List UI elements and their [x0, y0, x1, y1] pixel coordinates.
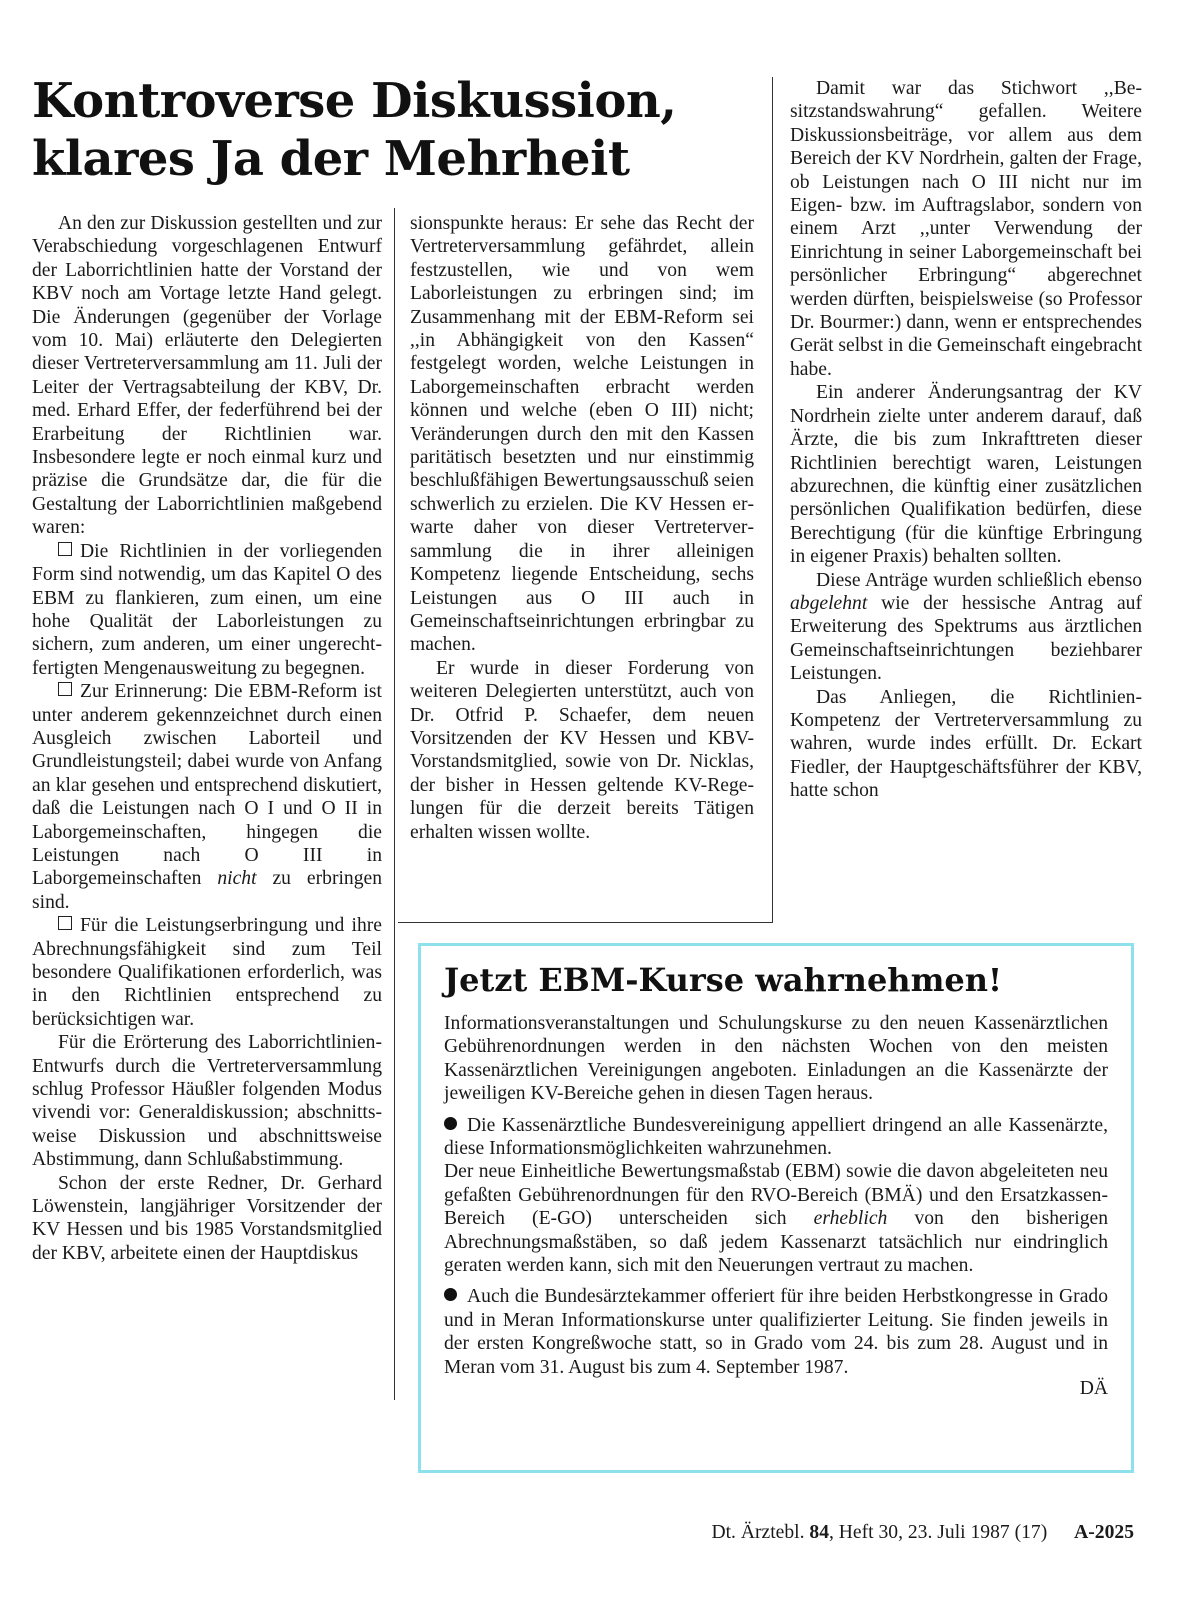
article-column-2	[410, 212, 754, 844]
paragraph: Für die Erörterung des Laborrichtlinien-Entwurfs durch die Vertreterversammlung schlug Professor Häußler folgenden Modus vivendi vor: Generaldiskussion; abschnittsweise Diskussion und abschnittsweise Abstimmung, dann Schlußabstimmung.	[32, 1032, 382, 1171]
page-footer	[0, 1522, 1134, 1544]
column-rule-2	[772, 77, 773, 923]
headline-line-2: klares Ja der Mehrheit	[32, 131, 630, 187]
issue-info: , Heft 30, 23. Juli 1987 (17)	[828, 1522, 1048, 1543]
text-run: Auch die Bundesärztekammer offeriert für ihre beiden Herbstkongresse in Grado und in Meran Informationskurse unter qualifizierter Leitung. Sie finden jeweils in der ersten Kongreßwoche statt, so in Grado vom 24. bis zum 28. August und in Meran vom 31. August bis zum 4. September 1987.	[444, 1286, 1108, 1378]
paragraph: sionspunkte heraus: Er sehe das Recht der Vertreterversammlung gefährdet, allein festzustellen, wie und von wem Laborleistungen zu erbringen sind; im Zusammenhang mit der EBM-Reform sei ,,in Abhängigkeit von den Kassen“ festgelegt worden, welche Leistungen in Laborgemeinschaften erbracht werden können und welche (eben O III) nicht; Veränderungen durch den mit den Kassen paritätisch besetzten und nur einstimmig beschlußfähigen Bewertungsausschuß seien schwerlich zu erzielen. Die KV Hessen erwarte daher von dieser Vertreterversammlung die in ihrer alleinigen Kompetenz liegende Entscheidung, sechs Leistungen aus O III auch in Gemeinschaftseinrichtungen erbringbar zu machen.	[410, 213, 754, 656]
bullet-item	[32, 540, 382, 680]
article-column-1	[32, 212, 382, 1265]
paragraph: Schon der erste Redner, Dr. Gerhard Löwenstein, langjähriger Vorsitzender der KV Hessen und bis 1985 Vorstandsmitglied der KBV, arbeitete einen der Hauptdiskus	[32, 1172, 382, 1264]
paragraph: An den zur Diskussion gestellten und zur Verabschiedung vorgeschlagenen Entwurf der Laborrichtlinien hatte der Vorstand der KBV noch am Vortage letzte Hand gelegt. Die Änderungen (gegenüber der Vorlage vom 10. Mai) erläuterte den Delegierten dieser Vertreterversammlung am 11. Juli der Leiter der Vertragsabteilung der KBV, Dr. med. Erhard Effer, der federführend bei der Erarbeitung der Richtlinien war. Insbesondere legte er noch einmal kurz und präzise die Grundsätze dar, die für die Gestaltung der Laborrichtlinien maßgebend waren:	[32, 213, 382, 539]
bullet-text: Zur Erinnerung: Die EBM-Reform ist unter anderem gekennzeichnet durch einen Ausgleich zwischen Laborteil und Grundleistungsteil; dabei wurde von Anfang an klar gesehen und entsprechend diskutiert, daß die Leistungen nach O I und O II in Laborgemeinschaften, hingegen die Leistungen nach O III in Laborgemeinschaften	[32, 681, 382, 890]
text-run: von den bisherigen Abrechnungsmaßstäben, so daß jedem Kassenarzt tatsächlich nur eindringlich geraten werden kann, sich mit den Neuerungen vertraut zu machen.	[444, 1208, 1109, 1277]
bullet-text: Für die Leistungserbringung und ihre Abrechnungsfähigkeit sind zum Teil besondere Qualifikationen erforderlich, was in den Richtlinien entsprechend zu berücksichtigen war.	[32, 915, 382, 1030]
paragraph: Das Anliegen, die Richtlinien-Kompetenz der Vertreterversammlung zu wahren, wurde indes erfüllt. Dr. Eckart Fiedler, der Hauptgeschäftsführer der KBV, hatte schon	[790, 686, 1142, 802]
paragraph	[444, 1114, 1108, 1161]
round-bullet-icon	[444, 1288, 457, 1301]
emphasis: abgelehnt	[790, 592, 868, 614]
emphasis: nicht	[217, 868, 257, 890]
square-bullet-icon	[58, 916, 72, 930]
paragraph: Ein anderer Änderungsantrag der KV Nordrhein zielte unter anderem darauf, daß Ärzte, die bis zum Inkrafttreten dieser Richtlinien berechtigt waren, Leistungen abzurechnen, die künftig einer zusätzlichen persönlichen Qualifikation bedürfen, diese Berechtigung (für die künftige Erbringung in eigener Praxis) behalten sollten.	[790, 382, 1142, 568]
article-headline	[32, 72, 772, 188]
text-run: Der neue Einheitliche Bewertungsmaßstab (EBM) sowie die davon abgeleiteten neu gefaßten Gebührenordnungen für den RVO-Bereich (BMÄ) und den Ersatzkassen-Bereich (E-GO) unterscheiden sich	[444, 1161, 1108, 1230]
text-run: Die Kassenärztliche Bundesvereinigung appelliert dringend an alle Kassenärzte, diese Informationsmöglichkeiten wahrzunehmen.	[444, 1114, 1108, 1160]
journal-volume: 84	[809, 1522, 829, 1543]
paragraph: Informationsveranstaltungen und Schulungskurse zu den neuen Kassenärztlichen Gebührenordnungen werden in den nächsten Wochen von den meisten Kassenärztlichen Vereinigungen angeboten. Einladungen an die Kassenärzte der jeweiligen KV-Bereiche gehen in diesen Tagen heraus.	[444, 1013, 1108, 1105]
column-rule-bottom	[398, 922, 772, 923]
text-run: Diese Anträge wurden schließlich ebenso	[816, 569, 1142, 591]
column-rule-1	[394, 208, 395, 1400]
square-bullet-icon	[58, 542, 72, 556]
headline-line-1: Kontroverse Diskussion,	[32, 73, 677, 129]
journal-name: Dt. Ärztebl.	[711, 1522, 805, 1543]
square-bullet-icon	[58, 682, 72, 696]
article-column-3	[790, 77, 1142, 803]
info-box-title: Jetzt EBM-Kurse wahrnehmen!	[444, 961, 1003, 999]
emphasis: erheblich	[813, 1208, 888, 1230]
bullet-text: zu erbringen sind.	[32, 868, 383, 913]
paragraph	[444, 1285, 1108, 1379]
round-bullet-icon	[444, 1117, 457, 1130]
page-number: A-2025	[1074, 1522, 1134, 1543]
author-signature: DÄ	[1079, 1378, 1108, 1400]
text-run: wie der hessische Antrag auf Erweiterung des Spektrums aus ärztlichen Gemeinschaftseinrichtungen beziehbarer Leistungen.	[790, 592, 1142, 685]
bullet-text: Die Richtlinien in der vorliegenden Form sind notwendig, um das Kapitel O des EBM zu flankieren, zum einen, um eine hohe Qualität der Laborleistungen zu sichern, zum anderen, um einer ungerechtfertigten Mengenausweitung zu begegnen.	[32, 540, 382, 679]
bullet-item	[32, 680, 382, 914]
bullet-item	[32, 914, 382, 1031]
info-box-body	[444, 1012, 1108, 1401]
paragraph	[444, 1160, 1108, 1277]
paragraph: Er wurde in dieser Forderung von weiteren Delegierten unterstützt, auch von Dr. Otfrid P. Schaefer, dem neuen Vorsitzenden der KV Hessen und KBV-Vorstandsmitglied, sowie von Dr. Nicklas, der bisher in Hessen geltende KV-Regelungen für die derzeit bereits Tätigen erhalten wissen wollte.	[410, 657, 754, 843]
paragraph	[790, 569, 1142, 686]
paragraph: Damit war das Stichwort ,,Besitzstandswahrung“ gefallen. Weitere Diskussionsbeiträge, vor allem aus dem Bereich der KV Nordrhein, galten der Frage, ob Leistungen nach O III nicht nur im Eigen- bzw. im Auftragslabor, sondern von einem Arzt ,,unter Verwendung der Einrichtung in seiner Laborgemeinschaft bei persönlicher Erbringung“ abgerechnet werden dürften, beispielsweise (so Professor Dr. Bourmer:) dann, wenn er entsprechendes Gerät selbst in die Gemeinschaft eingebracht habe.	[790, 78, 1143, 380]
